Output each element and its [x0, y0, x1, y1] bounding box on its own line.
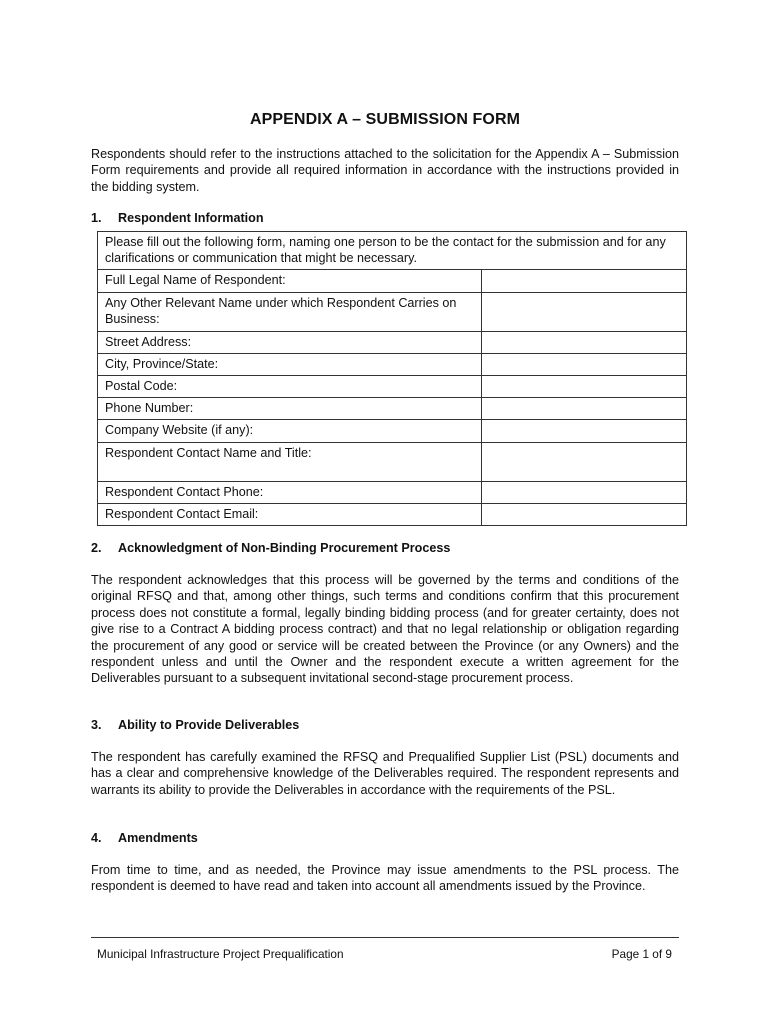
table-row [98, 398, 687, 420]
footer-document-name: Municipal Infrastructure Project Prequalification [97, 947, 344, 961]
field-label: Company Website (if any): [98, 420, 482, 442]
table-row [98, 442, 687, 481]
field-label: Respondent Contact Phone: [98, 481, 482, 503]
field-label: City, Province/State: [98, 353, 482, 375]
field-label: Respondent Contact Email: [98, 503, 482, 525]
section-number: 2. [91, 541, 102, 555]
section-title: Ability to Provide Deliverables [118, 718, 300, 732]
contact-name-title-field[interactable] [482, 442, 687, 481]
company-website-field[interactable] [482, 420, 687, 442]
section-3-heading [91, 718, 299, 732]
section-number: 4. [91, 831, 102, 845]
table-row [98, 376, 687, 398]
table-row [98, 420, 687, 442]
section-1-heading [91, 211, 264, 225]
section-2-body: The respondent acknowledges that this process will be governed by the terms and conditions of the original RFSQ and that, among other things, such terms and conditions confirm that this procurement process does not constitute a formal, legally binding bidding process (and for greater certainty, does not give rise to a Contract A bidding process contract) and that no legal relationship or obligation regarding the procurement of any good or service will be created between the Province (or any Owners) and the respondent unless and until the Owner and the respondent execute a written agreement for the Deliverables pursuant to a subsequent invitational second-stage procurement process. [91, 573, 679, 686]
section-4-heading [91, 831, 198, 845]
section-2-heading [91, 541, 450, 555]
section-number: 1. [91, 211, 102, 225]
street-address-field[interactable] [482, 331, 687, 353]
phone-number-field[interactable] [482, 398, 687, 420]
table-row [98, 331, 687, 353]
field-label: Street Address: [98, 331, 482, 353]
field-label: Postal Code: [98, 376, 482, 398]
section-4-body: From time to time, and as needed, the Province may issue amendments to the PSL process. The respondent is deemed to have read and taken into account all amendments issued by the Province. [91, 863, 679, 894]
respondent-information-table [97, 231, 687, 526]
section-title: Amendments [118, 831, 198, 845]
table-row [98, 503, 687, 525]
table-row [98, 353, 687, 375]
footer-page-number: Page 1 of 9 [611, 947, 672, 961]
table-instruction: Please fill out the following form, naming one person to be the contact for the submission and for any clarifications or communication that might be necessary. [98, 232, 687, 270]
postal-code-field[interactable] [482, 376, 687, 398]
field-label: Phone Number: [98, 398, 482, 420]
intro-paragraph: Respondents should refer to the instructions attached to the solicitation for the Appendix A – Submission Form requirements and provide all required information in accordance with the instructions provided in the bidding system. [91, 147, 679, 194]
page-title: APPENDIX A – SUBMISSION FORM [249, 111, 521, 128]
field-label: Respondent Contact Name and Title: [98, 442, 482, 481]
other-business-name-field[interactable] [482, 292, 687, 331]
table-row [98, 270, 687, 292]
section-number: 3. [91, 718, 102, 732]
section-title: Respondent Information [118, 211, 264, 225]
full-legal-name-field[interactable] [482, 270, 687, 292]
section-title: Acknowledgment of Non-Binding Procurement Process [118, 541, 451, 555]
city-province-field[interactable] [482, 353, 687, 375]
footer-divider [91, 937, 679, 938]
section-3-body: The respondent has carefully examined the RFSQ and Prequalified Supplier List (PSL) documents and has a clear and comprehensive knowledge of the Deliverables required. The respondent represents and warrants its ability to provide the Deliverables in accordance with the requirements of the PSL. [91, 750, 679, 797]
table-row [98, 481, 687, 503]
contact-email-field[interactable] [482, 503, 687, 525]
field-label: Any Other Relevant Name under which Respondent Carries on Business: [98, 292, 482, 331]
contact-phone-field[interactable] [482, 481, 687, 503]
field-label: Full Legal Name of Respondent: [98, 270, 482, 292]
table-instruction-row [98, 232, 687, 270]
table-row [98, 292, 687, 331]
